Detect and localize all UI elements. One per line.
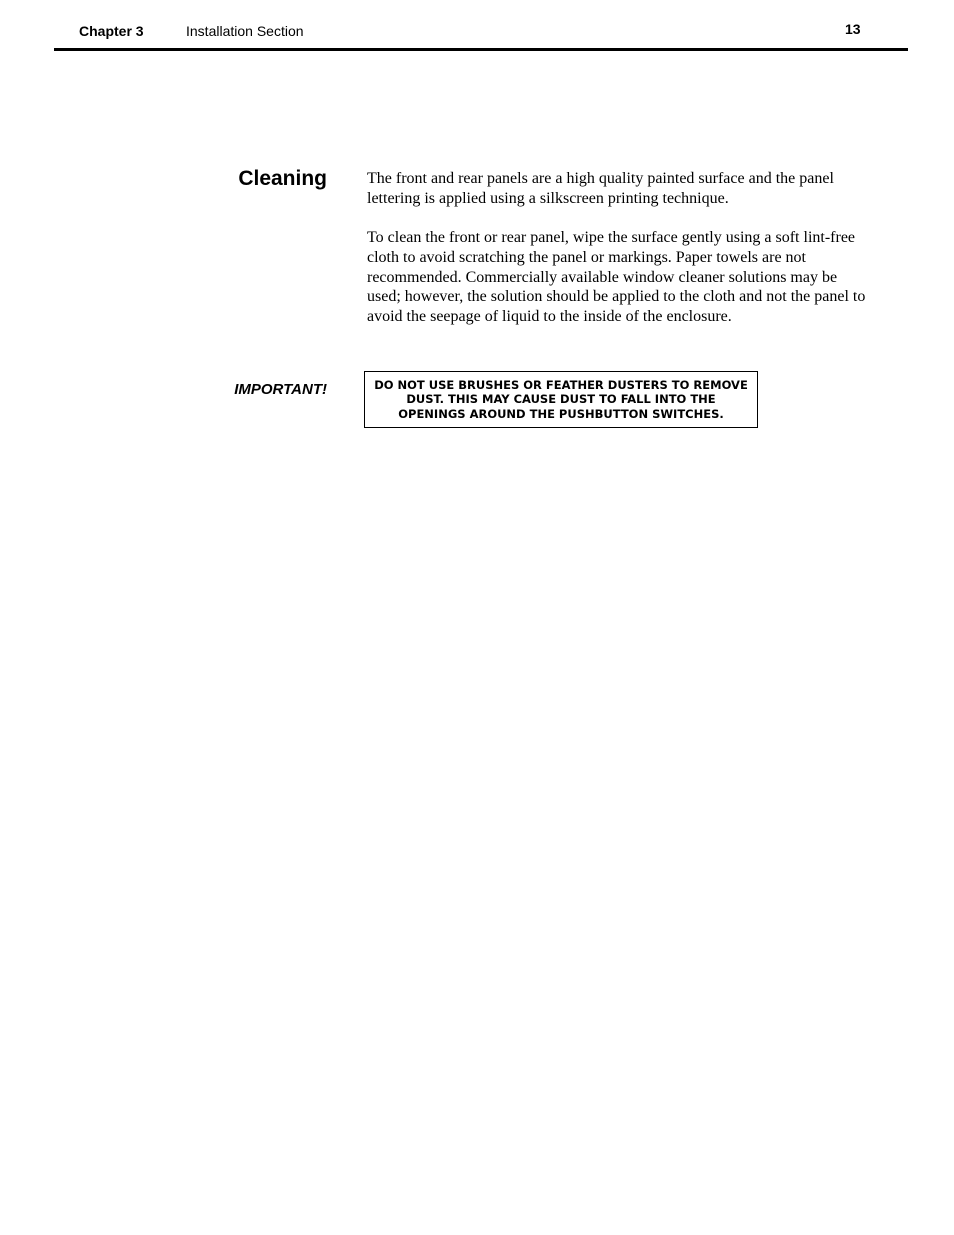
warning-text: DO NOT USE BRUSHES OR FEATHER DUSTERS TO REMOVE DUST. THIS MAY CAUSE DUST TO FALL INTO THE OPENINGS AROUND THE PUSHBUTTON SWITCHES. [374,377,748,421]
warning-box [364,371,758,428]
section-title: Installation Section [186,23,304,39]
cleaning-paragraph-2: To clean the front or rear panel, wipe the surface gently using a soft lint-free cloth to avoid scratching the panel or markings. Paper towels are not recommended. Commercially available window cleaner solutions may be used; however, the solution should be applied to the cloth and not the panel to avoid the seepage of liquid to the inside of the enclosure. [367,229,866,326]
cleaning-paragraph-1: The front and rear panels are a high quality painted surface and the panel lettering is applied using a silkscreen printing technique. [367,170,834,207]
page-number: 13 [845,21,861,37]
page-header [0,0,954,52]
important-label: IMPORTANT! [234,381,327,398]
header-divider [54,48,908,51]
cleaning-heading: Cleaning [238,167,327,190]
chapter-label: Chapter 3 [79,23,144,39]
